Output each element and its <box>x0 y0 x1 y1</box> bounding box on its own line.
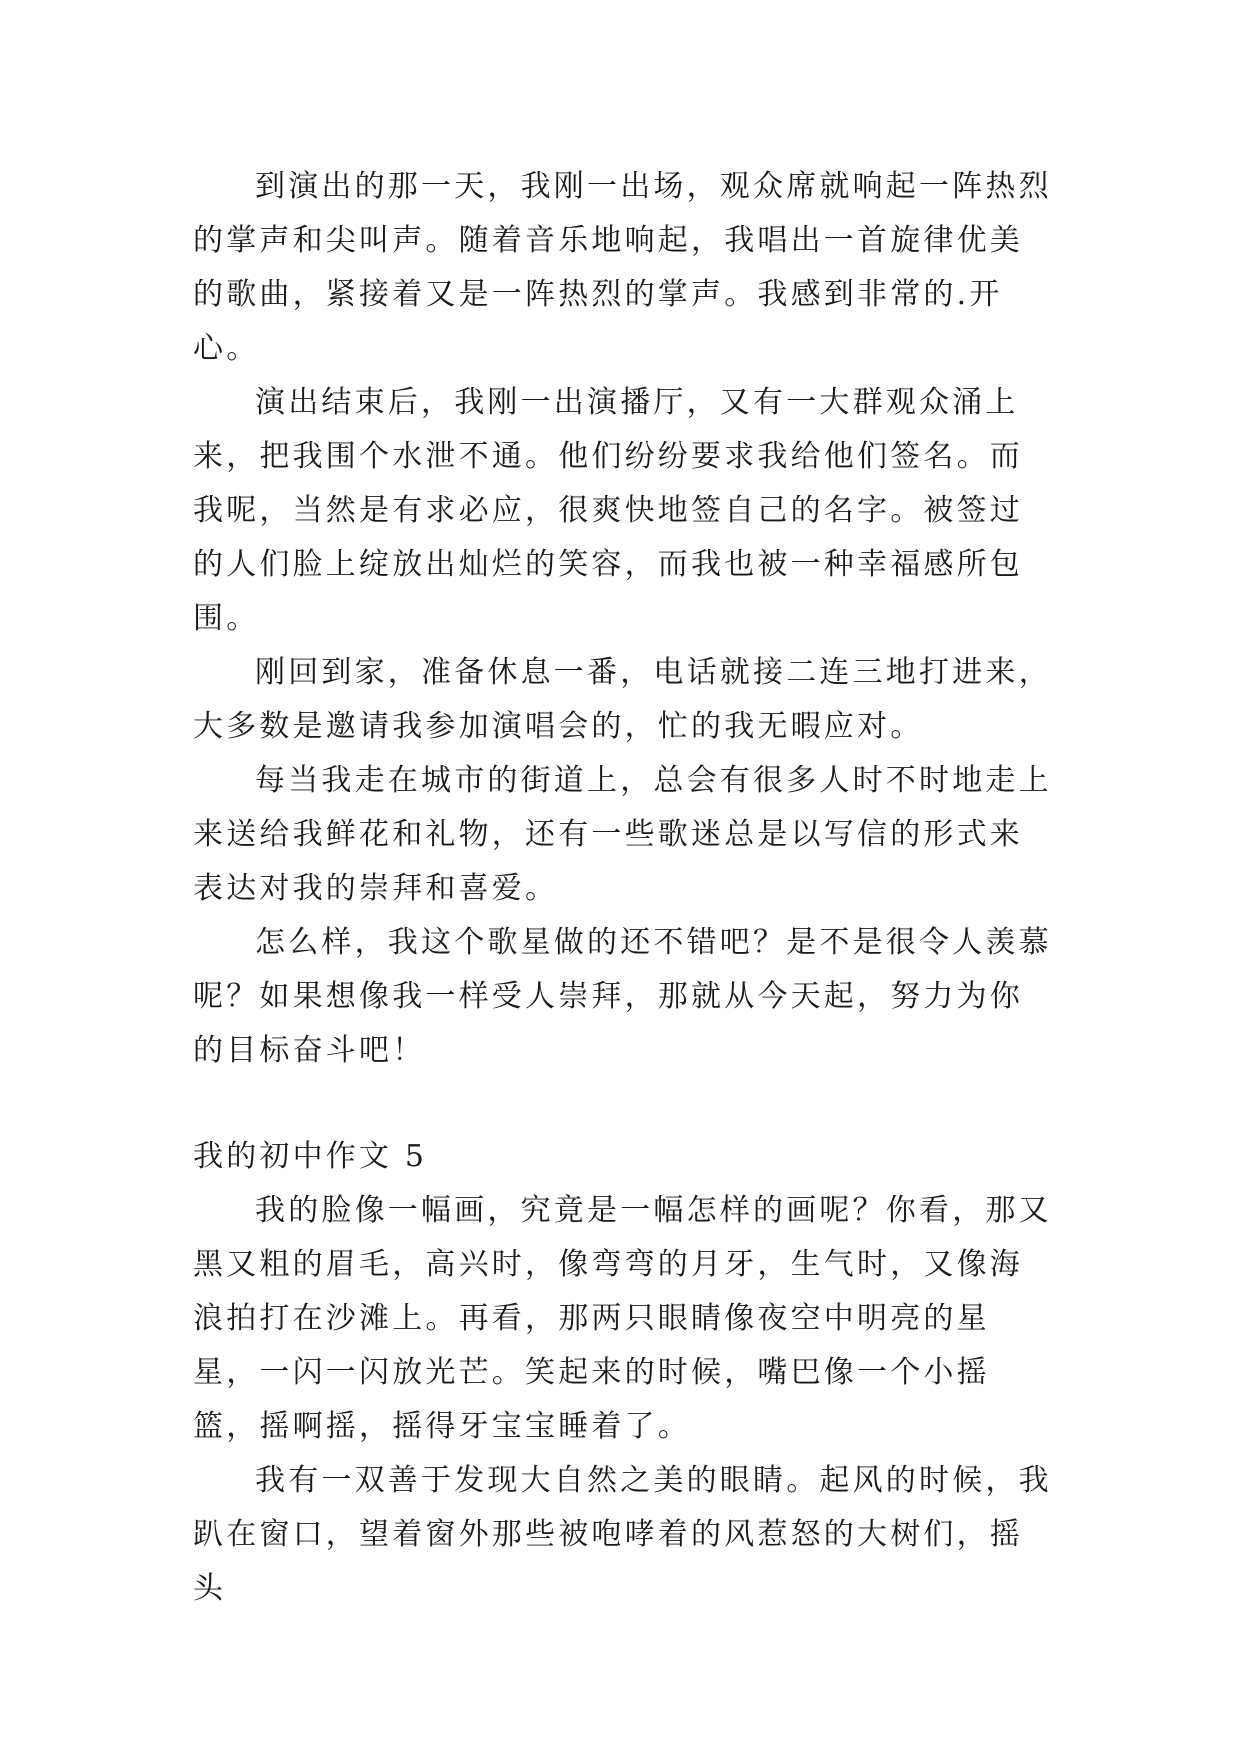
paragraph: 每当我走在城市的街道上，总会有很多人时不时地走上来送给我鲜花和礼物，还有一些歌迷总是以写信的形式来表达对我的崇拜和喜爱。 <box>193 763 1052 906</box>
paragraph: 我的脸像一幅画，究竟是一幅怎样的画呢？你看，那又黑又粗的眉毛，高兴时，像弯弯的月牙，生气时，又像海浪拍打在沙滩上。再看，那两只眼睛像夜空中明亮的星星，一闪一闪放光芒。笑起来的时候，嘴巴像一个小摇篮，摇啊摇，摇得牙宝宝睡着了。 <box>193 1193 1052 1444</box>
essay-title: 我的初中作文 5 <box>193 1139 428 1174</box>
paragraph: 刚回到家，准备休息一番，电话就接二连三地打进来，大多数是邀请我参加演唱会的，忙的我无暇应对。 <box>193 655 1052 744</box>
paragraph: 到演出的那一天，我刚一出场，观众席就响起一阵热烈的掌声和尖叫声。随着音乐地响起，我唱出一首旋律优美的歌曲，紧接着又是一阵热烈的掌声。我感到非常的.开心。 <box>193 169 1052 366</box>
paragraph: 演出结束后，我刚一出演播厅，又有一大群观众涌上来，把我围个水泄不通。他们纷纷要求我给他们签名。而我呢，当然是有求必应，很爽快地签自己的名字。被签过的人们脸上绽放出灿烂的笑容，而我也被一种幸福感所包围。 <box>193 385 1023 636</box>
paragraph: 怎么样，我这个歌星做的还不错吧？是不是很令人羡慕呢？如果想像我一样受人崇拜，那就从今天起，努力为你的目标奋斗吧！ <box>193 925 1052 1068</box>
paragraph: 我有一双善于发现大自然之美的眼睛。起风的时候，我趴在窗口，望着窗外那些被咆哮着的风惹怒的大树们，摇头 <box>193 1463 1052 1606</box>
document-page <box>193 160 1053 1616</box>
